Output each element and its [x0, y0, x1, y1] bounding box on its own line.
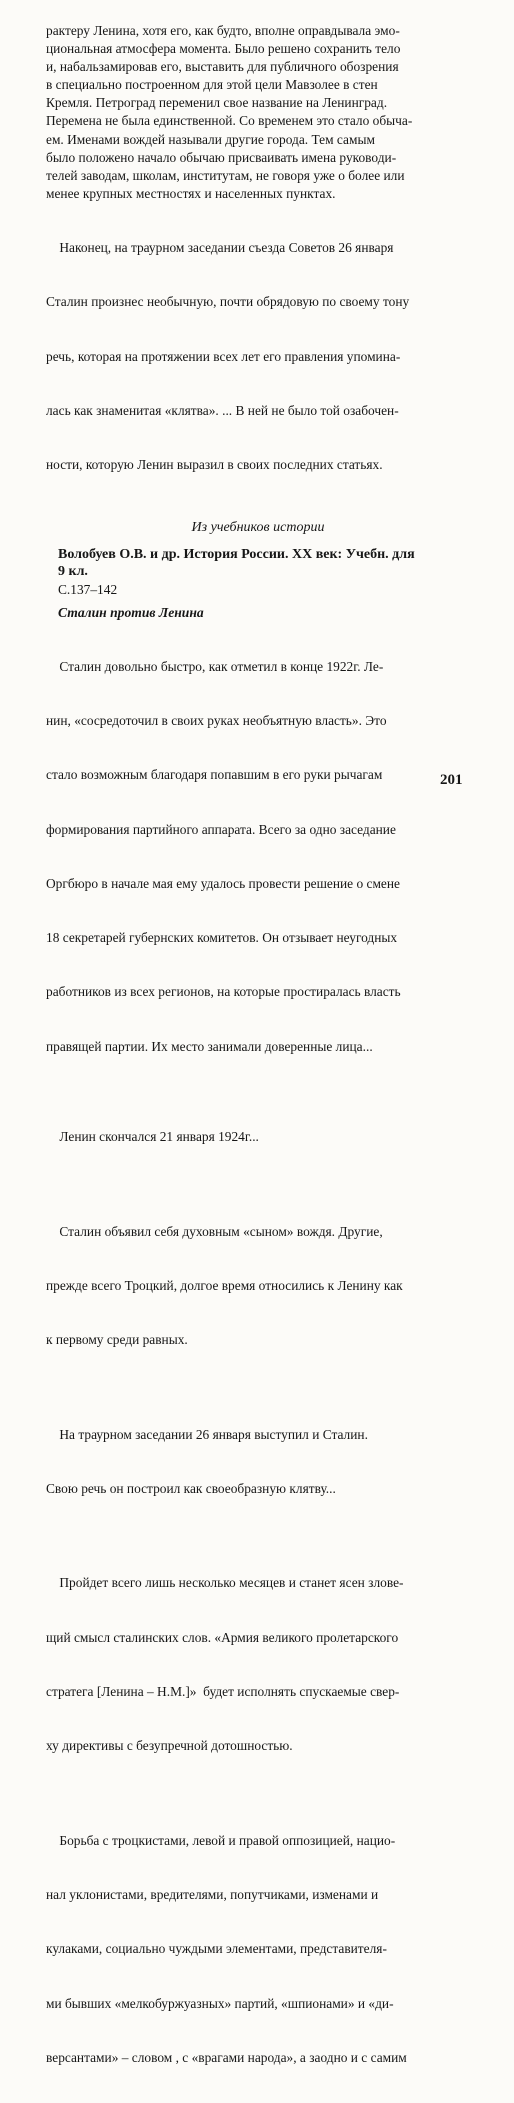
text-line: речь, которая на протяжении всех лет его правления упомина-	[46, 348, 401, 364]
text-line: телей заводам, школам, институтам, не говоря уже о более или	[46, 167, 405, 183]
text-line: кулаками, социально чуждыми элементами, представителя-	[46, 1941, 387, 1957]
text-line: стратега [Ленина – Н.М.]» будет исполнять спускаемые свер-	[46, 1683, 400, 1699]
text-line: нал уклонистами, вредителями, попутчиками, изменами и	[46, 1887, 379, 1902]
paragraph-6	[46, 1389, 470, 1534]
text-line: работников из всех регионов, на которые простиралась власть	[46, 984, 401, 1000]
text-line: к первому среди равных.	[46, 1332, 188, 1348]
text-line: было положено начало обычаю присваивать имена руководи-	[46, 149, 397, 165]
text-line: циональная атмосфера момента. Было решено сохранить тело	[46, 41, 401, 57]
book-pages: С.137–142	[58, 581, 118, 597]
text-line: менее крупных местностях и населенных пунктах.	[46, 185, 336, 201]
text-line: Сталин довольно быстро, как отметил в конце 1922г. Ле-	[46, 658, 384, 674]
text-line: Свою речь он построил как своеобразную клятву...	[46, 1480, 336, 1496]
text-line: Кремля. Петроград переменил свое название на Ленинград.	[46, 95, 388, 111]
text-line: Сталин произнес необычную, почти обрядовую по своему тону	[46, 294, 410, 310]
paragraph-7	[46, 1538, 470, 1791]
book-title-line: 9 кл.	[58, 563, 88, 579]
paragraph-4	[46, 1092, 470, 1182]
paragraph-3	[46, 622, 470, 1092]
text-line: ем. Именами вождей называли другие города. Тем самым	[46, 131, 375, 147]
text-line: в специально построенном для этой цели Мавзолее в стен	[46, 77, 378, 93]
text-line: Оргбюро в начале мая ему удалось провести решение о смене	[46, 875, 400, 891]
text-line: рактеру Ленина, хотя его, как будто, вполне оправдывала эмо-	[46, 23, 400, 38]
book-title-line: Волобуев О.В. и др. История России. XX век: Учебн. для	[58, 546, 415, 562]
text-line: Пройдет всего лишь несколько месяцев и станет ясен злове-	[46, 1575, 404, 1591]
text-line: правящей партии. Их место занимали доверенные лица...	[46, 1038, 373, 1054]
text-line: версантами» – словом , с «врагами народа», а заодно и с самим	[46, 2049, 407, 2065]
paragraph-2	[46, 203, 470, 511]
text-line: Сталин объявил себя духовным «сыном» вождя. Другие,	[46, 1223, 383, 1239]
text-line: ху директивы с безупречной дотошностью.	[46, 1738, 293, 1754]
text-line: Перемена не была единственной. Со временем это стало обыча-	[46, 113, 413, 129]
text-line: и, набальзамировав его, выставить для публичного обозрения	[46, 59, 399, 75]
text-line: щий смысл сталинских слов. «Армия великого пролетарского	[46, 1629, 399, 1645]
paragraph-5	[46, 1186, 470, 1385]
page-number: 201	[440, 772, 463, 788]
text-line: 18 секретарей губернских комитетов. Он отзывает неугодных	[46, 930, 398, 946]
text-line: Наконец, на траурном заседании съезда Советов 26 января	[46, 240, 394, 256]
text-line: ми бывших «мелкобуржуазных» партий, «шпионами» и «ди-	[46, 1995, 394, 2011]
book-title	[58, 546, 470, 580]
text-line: стало возможным благодаря попавшим в его руки рычагам	[46, 767, 383, 783]
page-body	[46, 22, 470, 2103]
text-line: формирования партийного аппарата. Всего за одно заседание	[46, 821, 396, 837]
text-line: Борьба с троцкистами, левой и правой оппозицией, нацио-	[46, 1832, 396, 1848]
text-line: Ленин скончался 21 января 1924г...	[46, 1129, 259, 1145]
text-line: прежде всего Троцкий, долгое время относились к Ленину как	[46, 1277, 403, 1293]
text-line: ности, которую Ленин выразил в своих последних статьях.	[46, 457, 383, 473]
subheading: Сталин против Ленина	[58, 604, 204, 620]
section-title: Из учебников истории	[191, 519, 325, 535]
text-line: На траурном заседании 26 января выступил и Сталин.	[46, 1426, 368, 1442]
text-line: нин, «сосредоточил в своих руках необъятную власть». Это	[46, 713, 387, 728]
paragraph-8	[46, 1796, 470, 2103]
text-line: лась как знаменитая «клятва». ... В ней не было той озабочен-	[46, 402, 399, 418]
paragraph-1	[46, 22, 470, 203]
